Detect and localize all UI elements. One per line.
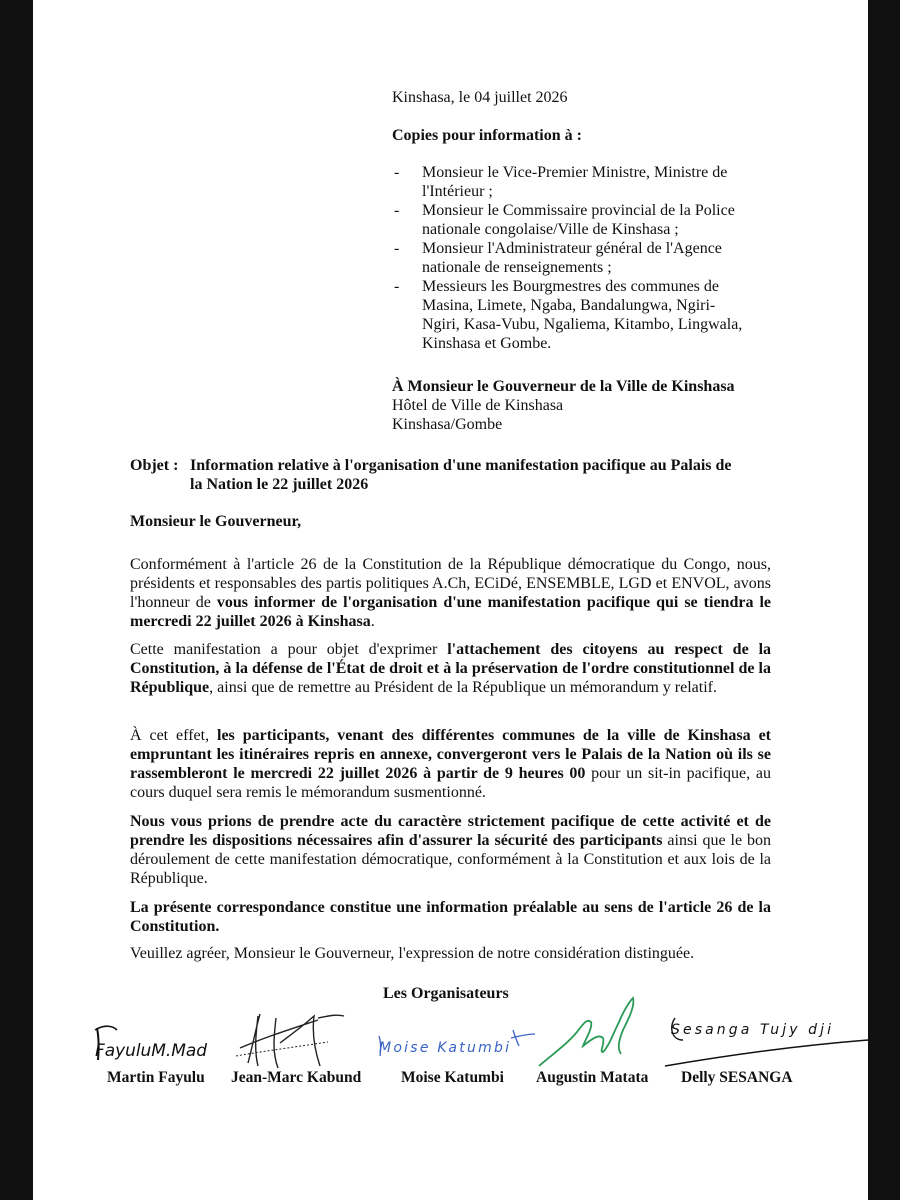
copies-item: [391, 163, 751, 201]
paragraph-emphasis: Nous vous prions de prendre acte du caractère strictement pacifique de cette activité et de prendre les dispositions nécessaires afin d'assurer la sécurité des participants: [130, 813, 771, 849]
subject-block: [130, 456, 778, 494]
paragraph-text: .: [370, 613, 375, 630]
copies-list: [391, 163, 751, 353]
copies-line: l'Intérieur ;: [422, 183, 493, 200]
subject-label: Objet :: [130, 457, 179, 474]
copies-item: [391, 277, 751, 353]
signer-name: Jean-Marc Kabund: [231, 1069, 362, 1086]
date-line: Kinshasa, le 04 juillet 2026: [392, 89, 568, 106]
copies-line: Monsieur le Commissaire provincial de la Police: [422, 202, 735, 219]
body-paragraph: [130, 726, 771, 802]
list-dash: -: [394, 202, 400, 219]
body-paragraph: [130, 555, 771, 631]
signer-name: Delly SESANGA: [681, 1069, 793, 1086]
copies-line: Messieurs les Bourgmestres des communes de: [422, 278, 719, 295]
paragraph-text: , ainsi que de remettre au Président de la République un mémorandum y relatif.: [209, 679, 717, 696]
body-paragraph: La présente correspondance constitue une information préalable au sens de l'article 26 de la Constitution.: [130, 899, 771, 935]
copies-line: Masina, Limete, Ngaba, Bandalungwa, Ngiri-: [422, 297, 716, 314]
paragraph-text: À cet effet,: [130, 727, 217, 744]
recipient-block: [392, 377, 735, 434]
copies-line: Ngiri, Kasa-Vubu, Ngaliema, Kitambo, Lingwala,: [422, 316, 743, 333]
signer-name: Martin Fayulu: [107, 1069, 205, 1086]
subject-line: la Nation le 22 juillet 2026: [190, 476, 369, 493]
paragraph-emphasis: vous informer de l'organisation d'une manifestation pacifique qui se tiendra le mercredi 22 juillet 2026 à Kinshasa: [130, 594, 771, 630]
signature-kabund: [228, 1008, 358, 1073]
recipient-address-line: Kinshasa/Gombe: [392, 416, 503, 433]
letter-page: [33, 0, 868, 1200]
body-paragraph: [130, 640, 771, 697]
paragraph-text: pour un sit-in pacifique, au cours duquel sera remis le mémorandum susmentionné.: [130, 765, 772, 801]
recipient-name: À Monsieur le Gouverneur de la Ville de Kinshasa: [392, 378, 735, 395]
list-dash: -: [394, 164, 400, 181]
copies-title: Copies pour information à :: [392, 127, 582, 144]
paragraph-text: Conformément à l'article 26 de la Constitution de la République démocratique du Congo, nous, présidents et responsables des partis politiques A.Ch, ECiDé, ENSEMBLE, LGD et ENVOL, avons l'honneur de: [130, 556, 771, 611]
subject-line: Information relative à l'organisation d'une manifestation pacifique au Palais de: [190, 457, 732, 474]
organizers-title: Les Organisateurs: [383, 985, 509, 1002]
salutation: Monsieur le Gouverneur,: [130, 513, 302, 530]
signer-name: Augustin Matata: [536, 1069, 649, 1086]
signature-matata: [533, 994, 643, 1074]
signature-sesanga: [663, 1010, 868, 1070]
recipient-address-line: Hôtel de Ville de Kinshasa: [392, 397, 564, 414]
copies-line: Monsieur le Vice-Premier Ministre, Ministre de: [422, 164, 728, 181]
signature-katumbi-text: Moise Katumbi: [379, 1040, 509, 1056]
paragraph-text: Cette manifestation a pour objet d'exprimer: [130, 641, 448, 658]
copies-line: nationale congolaise/Ville de Kinshasa ;: [422, 221, 679, 238]
signature-fayulu: [91, 1018, 216, 1068]
signature-fayulu-text: FayuluM.Mad: [95, 1041, 207, 1061]
paragraph-emphasis: l'attachement des citoyens au respect de la Constitution, à la défense de l'État de droit et à la préservation de l'ordre constitutionnel de la République: [130, 641, 772, 696]
copies-line: nationale de renseignements ;: [422, 259, 612, 276]
signature-sesanga-text: Sesanga Tujy dji: [671, 1022, 831, 1038]
closing-formula: Veuillez agréer, Monsieur le Gouverneur, l'expression de notre considération distinguée.: [130, 945, 695, 962]
copies-line: Kinshasa et Gombe.: [422, 335, 552, 352]
copies-line: Monsieur l'Administrateur général de l'Agence: [422, 240, 722, 257]
list-dash: -: [394, 240, 400, 257]
copies-item: [391, 201, 751, 239]
copies-item: [391, 239, 751, 277]
paragraph-text: ainsi que le bon déroulement de cette manifestation démocratique, conformément à la Constitution et aux lois de la République.: [130, 832, 771, 887]
signature-katumbi: [373, 1022, 543, 1062]
signer-name: Moise Katumbi: [401, 1069, 504, 1086]
list-dash: -: [394, 278, 400, 295]
body-paragraph: [130, 812, 771, 888]
paragraph-emphasis: les participants, venant des différentes communes de la ville de Kinshasa et empruntant les itinéraires repris en annexe, convergeront vers le Palais de la Nation où ils se rassembleront le mercredi 22 juillet 2026 à partir de 9 heures 00: [130, 727, 771, 782]
